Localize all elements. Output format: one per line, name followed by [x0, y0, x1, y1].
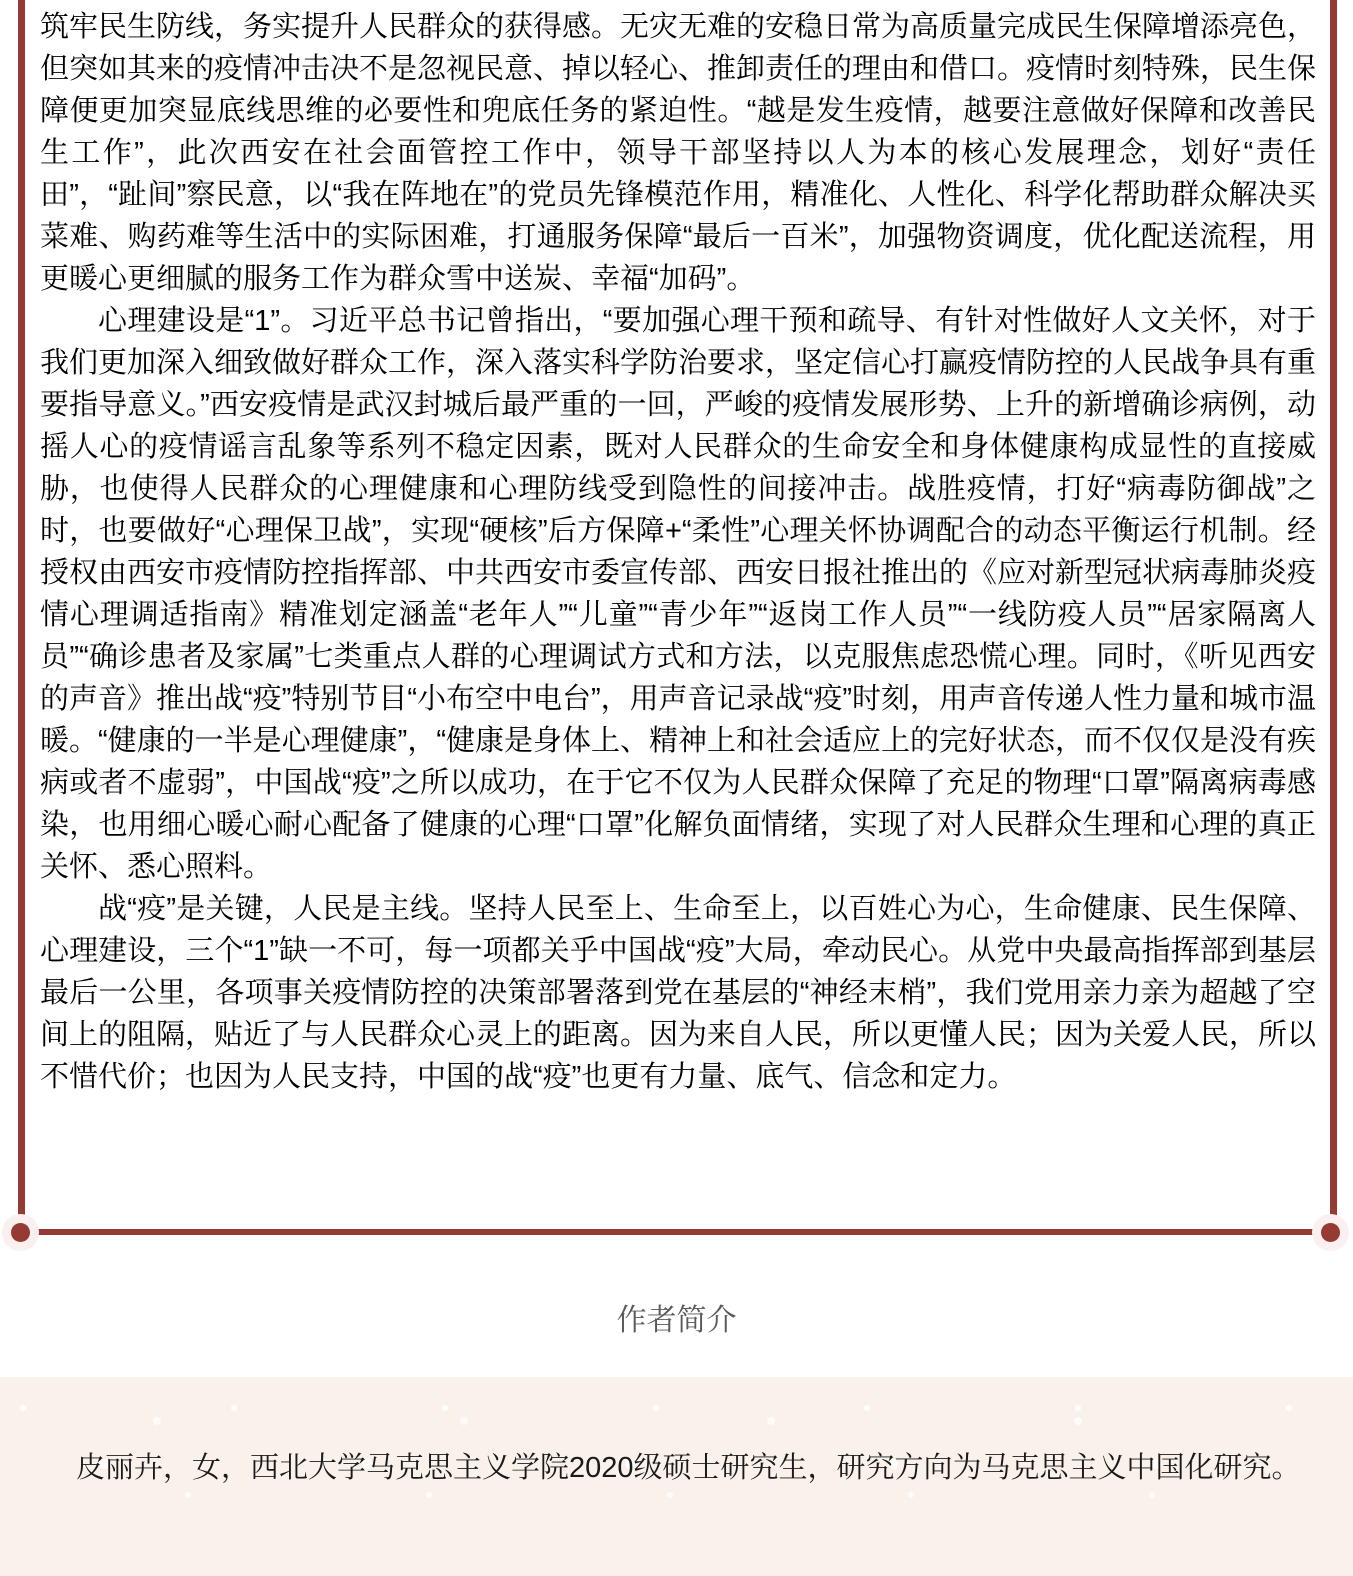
- article-paragraph: 战“疫”是关键，人民是主线。坚持人民至上、生命至上，以百姓心为心，生命健康、民生保障、心理建设，三个“1”缺一不可，每一项都关乎中国战“疫”大局，牵动民心。从党中央最高指挥部到基层最后一公里，各项事关疫情防控的决策部署落到党在基层的“神经末梢”，我们党用亲力亲为超越了空间上的阻隔，贴近了与人民群众心灵上的距离。因为来自人民，所以更懂人民；因为关爱人民，所以不惜代价；也因为人民支持，中国的战“疫”也更有力量、底气、信念和定力。: [40, 893, 1317, 1093]
- section-divider-line: [38, 1229, 1314, 1235]
- divider-dot-halo-left: [2, 1214, 39, 1251]
- article-paragraph: 心理建设是“1”。习近平总书记曾指出，“要加强心理干预和疏导、有针对性做好人文关怀，对于我们更加深入细致做好群众工作，深入落实科学防治要求，坚定信心打赢疫情防控的人民战争具有重要指导意义。”西安疫情是武汉封城后最严重的一回，严峻的疫情发展形势、上升的新增确诊病例，动摇人心的疫情谣言乱象等系列不稳定因素，既对人民群众的生命安全和身体健康构成显性的直接威胁，也使得人民群众的心理健康和心理防线受到隐性的间接冲击。战胜疫情，打好“病毒防御战”之时，也要做好“心理保卫战”，实现“硬核”后方保障+“柔性”心理关怀协调配合的动态平衡运行机制。经授权由西安市疫情防控指挥部、中共西安市委宣传部、西安日报社推出的《应对新型冠状病毒肺炎疫情心理调适指南》精准划定涵盖“老年人”“儿童”“青少年”“返岗工作人员”“一线防疫人员”“居家隔离人员”“确诊患者及家属”七类重点人群的心理调试方式和方法，以克服焦虑恐慌心理。同时，《听见西安的声音》推出战“疫”特别节目“小布空中电台”，用声音记录战“疫”时刻，用声音传递人性力量和城市温暖。“健康的一半是心理健康”，“健康是身体上、精神上和社会适应上的完好状态，而不仅仅是没有疾病或者不虚弱”，中国战“疫”之所以成功，在于它不仅为人民群众保障了充足的物理“口罩”隔离病毒感染，也用细心暖心耐心配备了健康的心理“口罩”化解负面情绪，实现了对人民群众生理和心理的真正关怀、悉心照料。: [40, 305, 1317, 883]
- author-bio-text: 皮丽卉，女，西北大学马克思主义学院2020级硕士研究生，研究方向为马克思主义中国化研究。: [76, 1452, 1301, 1484]
- divider-dot-left-icon: [11, 1223, 30, 1242]
- right-frame-border: [1330, 0, 1337, 1218]
- author-bio-card: [0, 1377, 1353, 1576]
- left-frame-border: [18, 0, 25, 1218]
- divider-dot-right-icon: [1321, 1223, 1340, 1242]
- article-body: [40, 6, 1316, 1098]
- article-paragraph: 筑牢民生防线，务实提升人民群众的获得感。无灾无难的安稳日常为高质量完成民生保障增添亮色，但突如其来的疫情冲击决不是忽视民意、掉以轻心、推卸责任的理由和借口。疫情时刻特殊，民生保障便更加突显底线思维的必要性和兜底任务的紧迫性。“越是发生疫情，越要注意做好保障和改善民生工作”，此次西安在社会面管控工作中，领导干部坚持以人为本的核心发展理念，划好“责任田”，“趾间”察民意，以“我在阵地在”的党员先锋模范作用，精准化、人性化、科学化帮助群众解决买菜难、购药难等生活中的实际困难，打通服务保障“最后一百米”，加强物资调度，优化配送流程，用更暖心更细腻的服务工作为群众雪中送炭、幸福“加码”。: [40, 11, 1317, 295]
- divider-dot-halo-right: [1312, 1214, 1349, 1251]
- author-section-heading: 作者简介: [616, 1304, 737, 1337]
